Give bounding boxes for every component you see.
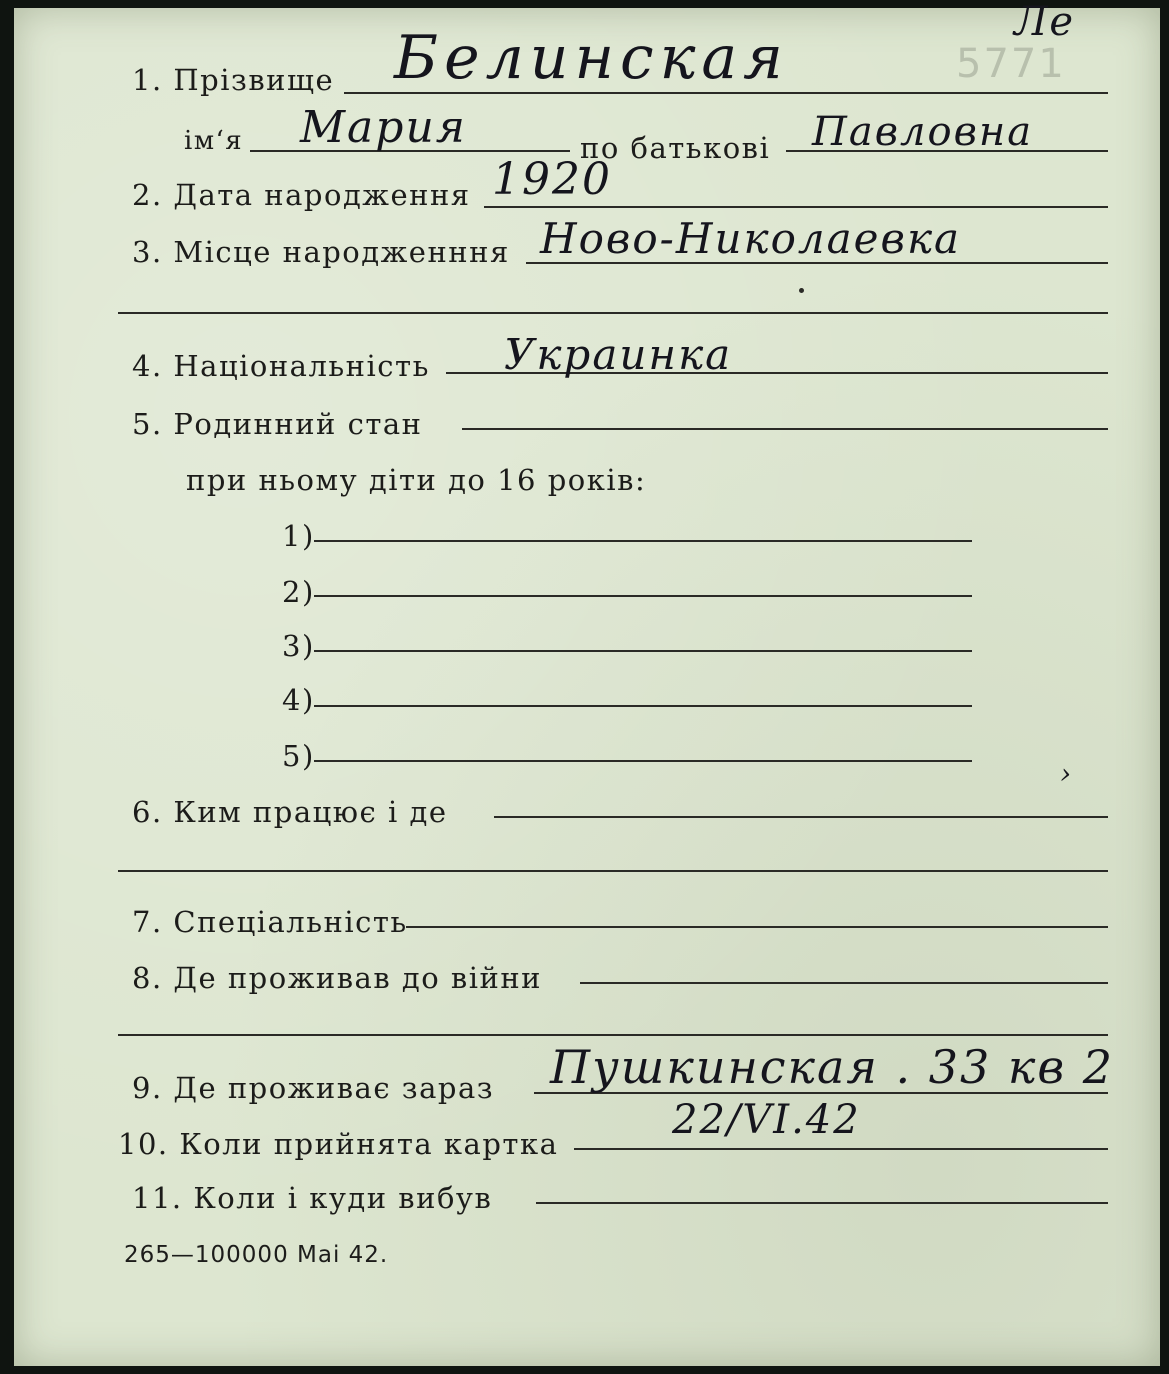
corner-mark: Ле	[1014, 0, 1076, 45]
accepted-value: 22/VI.42	[672, 1097, 861, 1143]
surname-value: Белинская	[394, 23, 789, 93]
nationality-value: Украинка	[504, 330, 733, 379]
left-line	[536, 1202, 1108, 1204]
nationality-label: 4. Національність	[132, 349, 430, 383]
left-label: 11. Коли і куди вибув	[132, 1181, 493, 1215]
birth-date-value: 1920	[492, 154, 612, 205]
children-label: при ньому діти до 16 років:	[186, 463, 647, 497]
current-value: Пушкинская . 33 кв 2	[550, 1040, 1115, 1094]
child-5-line	[314, 760, 972, 762]
work-line	[494, 816, 1108, 818]
patronymic-label: по батькові	[580, 131, 771, 165]
family-label: 5. Родинний стан	[132, 407, 423, 441]
birth-date-line	[484, 206, 1108, 208]
name-value: Мария	[300, 102, 467, 153]
child-1-num: 1)	[282, 519, 315, 553]
child-4-line	[314, 705, 972, 707]
corner-number: 5771	[956, 41, 1066, 87]
prewar-line	[580, 982, 1108, 984]
registration-card	[14, 0, 1160, 1366]
work-line-2	[118, 870, 1108, 872]
child-3-line	[314, 650, 972, 652]
specialty-label: 7. Спеціальність	[132, 905, 408, 939]
birth-place-value: Ново-Николаевка	[540, 214, 962, 263]
current-label: 9. Де проживає зараз	[132, 1071, 495, 1105]
birth-place-label: 3. Місце народженння	[132, 235, 510, 269]
child-1-line	[314, 540, 972, 542]
specialty-line	[406, 926, 1108, 928]
surname-label: 1. Прізвище	[132, 63, 335, 97]
prewar-label: 8. Де проживав до війни	[132, 961, 542, 995]
birth-place-line-2	[118, 312, 1108, 314]
patronymic-value: Павловна	[812, 109, 1034, 155]
child-2-num: 2)	[282, 575, 315, 609]
name-label: ім‘я	[184, 126, 244, 156]
work-label: 6. Ким працює і де	[132, 795, 448, 829]
print-code: 265—100000 Mai 42.	[124, 1242, 389, 1268]
accepted-label: 10. Коли прийнята картка	[118, 1127, 559, 1161]
child-2-line	[314, 595, 972, 597]
child-4-num: 4)	[282, 683, 315, 717]
child-5-num: 5)	[282, 739, 315, 773]
family-line	[462, 428, 1108, 430]
work-mark: ›	[1060, 757, 1074, 790]
accepted-line	[574, 1148, 1108, 1150]
birth-date-label: 2. Дата народження	[132, 178, 471, 212]
child-3-num: 3)	[282, 629, 315, 663]
prewar-line-2	[118, 1034, 1108, 1036]
